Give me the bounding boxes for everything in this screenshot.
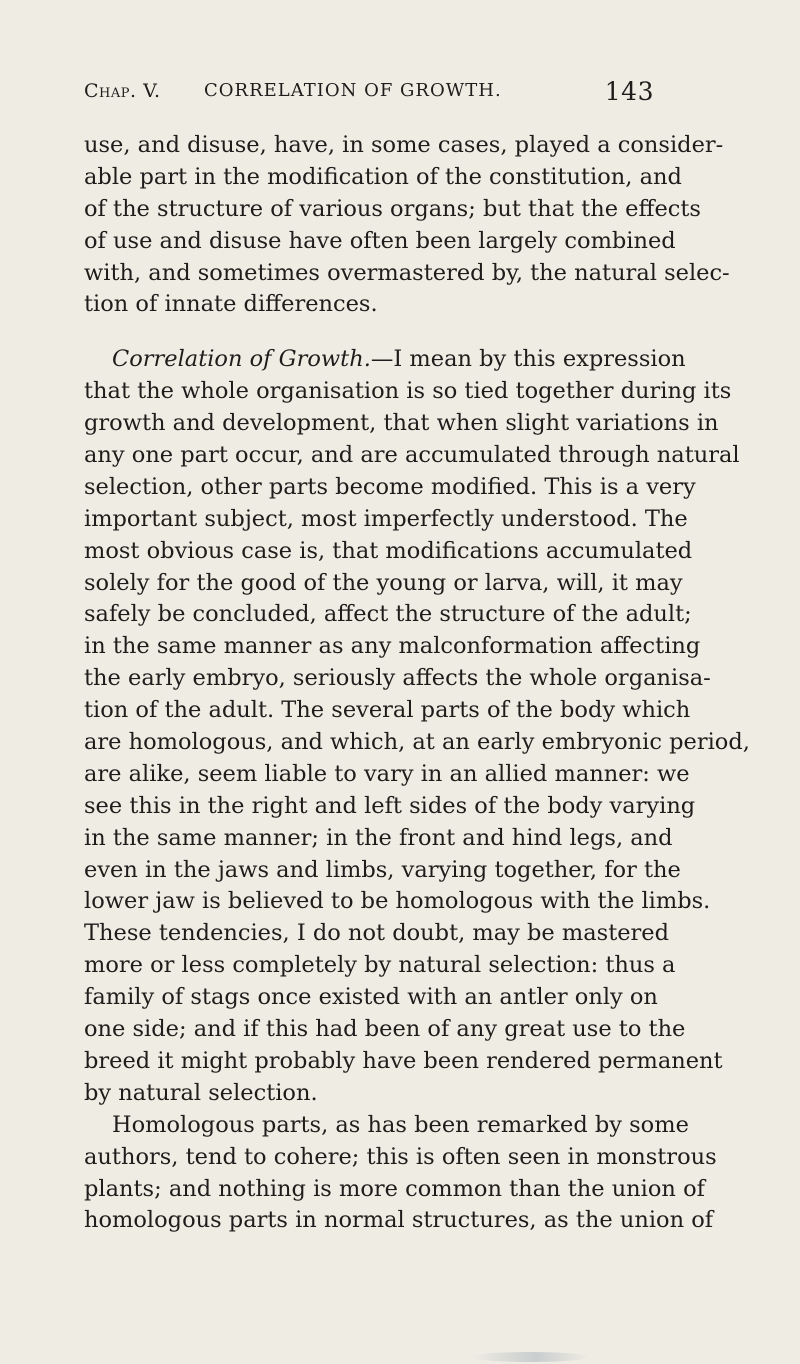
text-line: are homologous, and which, at an early embryonic period, [84,729,750,756]
text-line: any one part occur, and are accumulated through natural [84,442,740,469]
scan-smudge [470,1352,590,1362]
text-line: one side; and if this had been of any great use to the [84,1016,686,1043]
text-line: important subject, most imperfectly understood. The [84,505,688,532]
text-line: even in the jaws and limbs, varying together, for the [84,856,681,883]
text-line: by natural selection. [84,1079,318,1106]
text-line: authors, tend to cohere; this is often seen in monstrous [84,1143,717,1170]
text-line: tion of the adult. The several parts of the body which [84,697,691,724]
text-line: selection, other parts become modified. This is a very [84,473,696,500]
text-line: homologous parts in normal structures, as the union of [84,1207,714,1234]
text-line: the early embryo, seriously affects the whole organisa- [84,665,711,692]
page-number: 143 [604,77,654,106]
text-line: plants; and nothing is more common than the union of [84,1175,705,1202]
text-line: more or less completely by natural selection: thus a [84,952,676,979]
text-line [84,344,686,376]
heading-continuation: —I mean by this expression [370,346,686,373]
running-title: CORRELATION OF GROWTH. [204,80,502,101]
text-line: use, and disuse, have, in some cases, played a consider- [84,132,724,158]
section-heading: Correlation of Growth. [112,346,371,373]
text-line: lower jaw is believed to be homologous with the limbs. [84,888,711,915]
paragraph-3 [84,1110,717,1238]
text-line: family of stags once existed with an antler only on [84,984,658,1011]
text-line: safely be concluded, affect the structure of the adult; [84,601,692,628]
text-line: solely for the good of the young or larva, will, it may [84,569,683,596]
text-line: of use and disuse have often been largely combined [84,227,676,254]
text-line: most obvious case is, that modifications accumulated [84,537,693,564]
body-text [84,130,750,1237]
chapter-label: Chap. V. [84,80,161,102]
text-line: able part in the modification of the constitution, and [84,163,682,190]
text-line: with, and sometimes overmastered by, the natural selec- [84,259,730,286]
text-line: are alike, seem liable to vary in an allied manner: we [84,760,690,787]
text-line: breed it might probably have been rendered permanent [84,1047,723,1074]
text-line: see this in the right and left sides of the body varying [84,792,696,819]
paragraph-2 [84,344,750,1109]
text-line: growth and development, that when slight variations in [84,410,719,437]
text-line: in the same manner as any malconformation affecting [84,633,701,660]
running-header [84,77,654,110]
text-line: that the whole organisation is so tied together during its [84,378,732,405]
text-line: of the structure of various organs; but that the effects [84,195,701,222]
paragraph-1 [84,130,730,321]
text-line: tion of innate differences. [84,291,378,318]
text-line: These tendencies, I do not doubt, may be mastered [84,920,670,947]
text-line: in the same manner; in the front and hind legs, and [84,824,673,851]
text-line: Homologous parts, as has been remarked by some [112,1111,689,1138]
